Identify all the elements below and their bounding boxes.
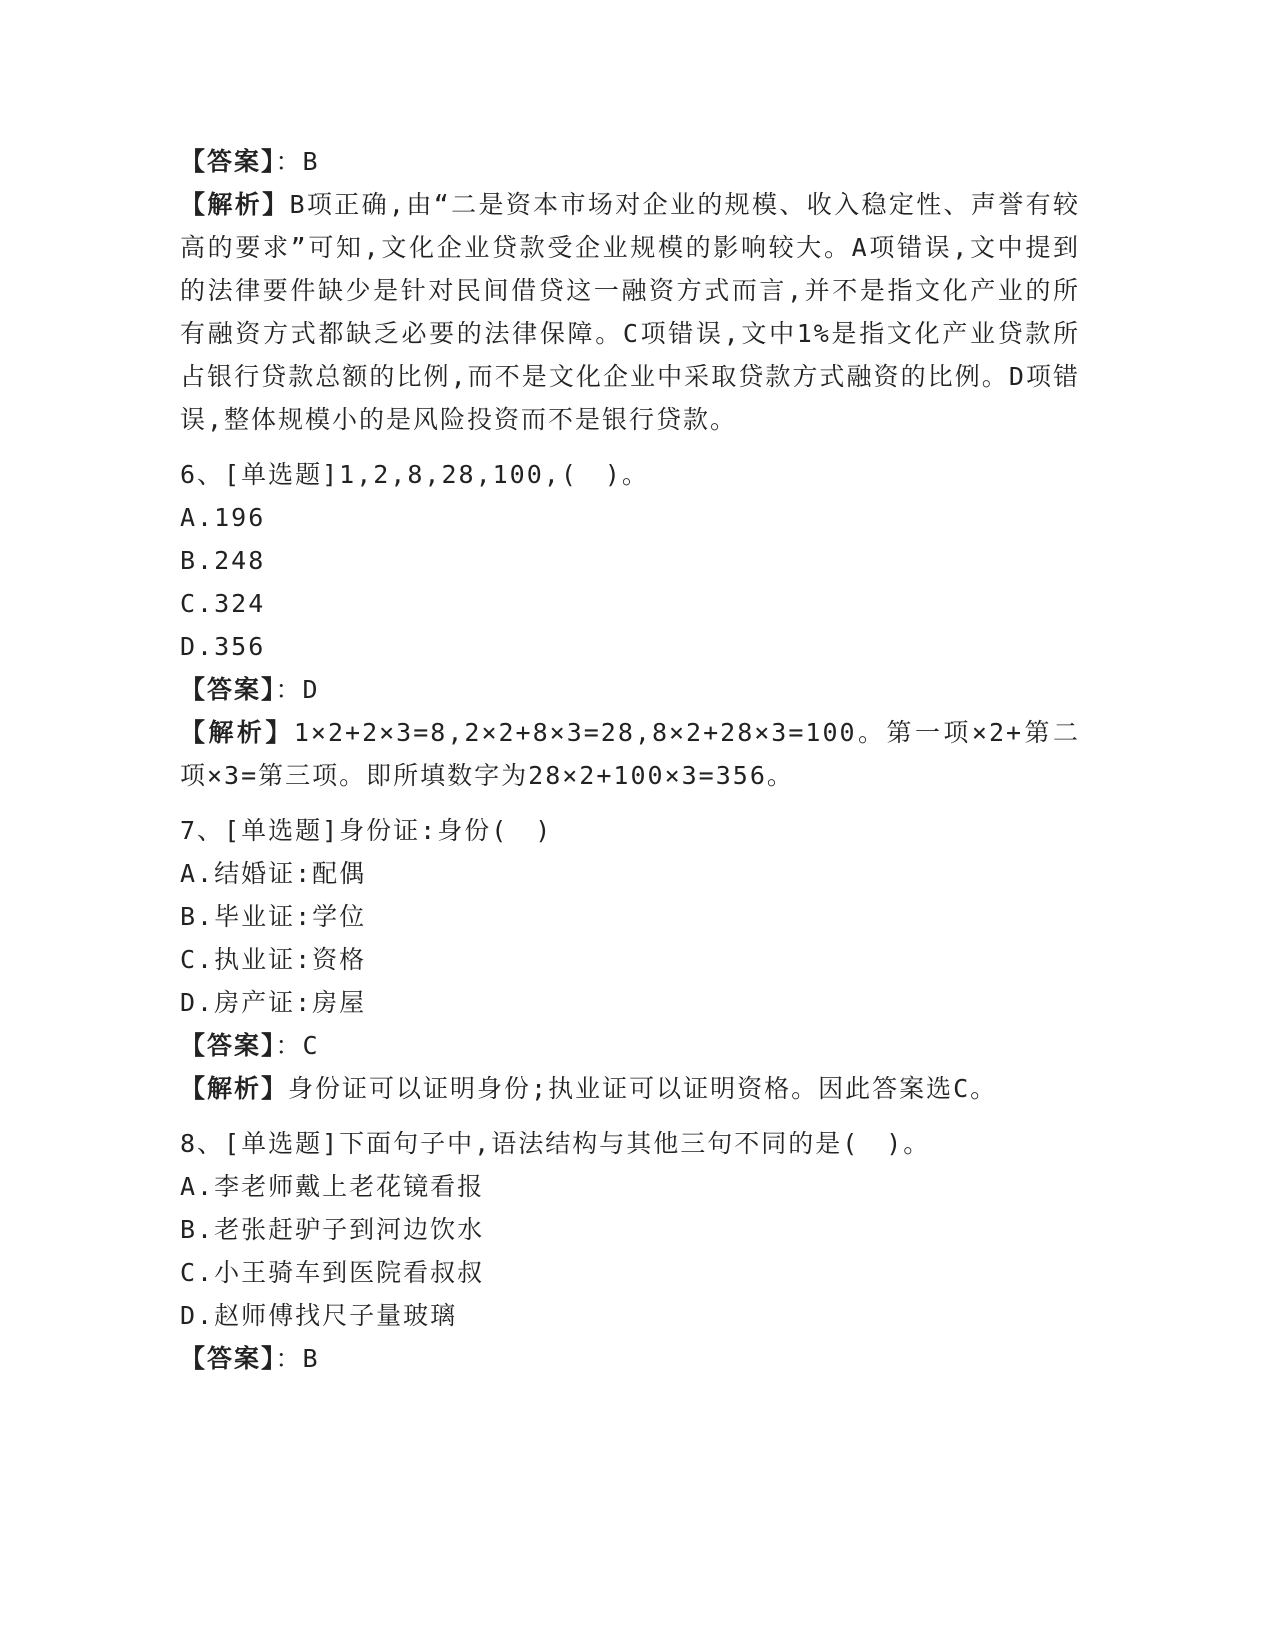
option-b: B.毕业证:学位 xyxy=(180,902,367,931)
question-stem: 7、[单选题]身份证:身份( ) xyxy=(180,816,553,845)
option-c: C.324 xyxy=(180,589,266,618)
answer-value: ：C xyxy=(275,1031,320,1060)
option-d: D.356 xyxy=(180,632,266,661)
answer-line xyxy=(180,668,1080,711)
option-b: B.老张赶驴子到河边饮水 xyxy=(180,1215,485,1244)
option-a: A.李老师戴上老花镜看报 xyxy=(180,1172,485,1201)
analysis-text: B项正确,由“二是资本市场对企业的规模、收入稳定性、声誉有较高的要求”可知,文化企业贷款受企业规模的影响较大。A项错误,文中提到的法律要件缺少是针对民间借贷这一融资方式而言,并不是指文化产业的所有融资方式都缺乏必要的法律保障。C项错误,文中1%是指文化产业贷款所占银行贷款总额的比例,而不是文化企业中采取贷款方式融资的比例。D项错误,整体规模小的是风险投资而不是银行贷款。 xyxy=(180,190,1080,434)
answer-line xyxy=(180,140,1080,183)
answer-line xyxy=(180,1024,1080,1067)
answer-label: 【答案】 xyxy=(180,147,276,176)
analysis-paragraph xyxy=(180,183,1080,441)
answer-value: ：B xyxy=(275,147,320,176)
option-b: B.248 xyxy=(180,546,266,575)
answer-label: 【答案】 xyxy=(180,1031,276,1060)
analysis-label: 【解析】 xyxy=(180,1074,289,1103)
analysis-paragraph xyxy=(180,711,1080,797)
question-stem: 8、[单选题]下面句子中,语法结构与其他三句不同的是( )。 xyxy=(180,1129,931,1158)
option-c: C.执业证:资格 xyxy=(180,945,367,974)
analysis-text: 1×2+2×3=8,2×2+8×3=28,8×2+28×3=100。第一项×2+第二项×3=第三项。即所填数字为28×2+100×3=356。 xyxy=(180,718,1080,790)
analysis-paragraph xyxy=(180,1067,1080,1110)
analysis-text: 身份证可以证明身份;执业证可以证明资格。因此答案选C。 xyxy=(288,1074,998,1103)
question-stem: 6、[单选题]1,2,8,28,100,( )。 xyxy=(180,460,649,489)
answer-value: ：B xyxy=(275,1344,320,1373)
option-d: D.赵师傅找尺子量玻璃 xyxy=(180,1301,458,1330)
analysis-label: 【解析】 xyxy=(180,190,290,219)
analysis-label: 【解析】 xyxy=(180,718,294,747)
answer-label: 【答案】 xyxy=(180,1344,276,1373)
answer-line xyxy=(180,1337,1080,1380)
document-page xyxy=(180,140,1080,1380)
option-a: A.196 xyxy=(180,503,266,532)
answer-label: 【答案】 xyxy=(180,675,276,704)
answer-value: ：D xyxy=(275,675,320,704)
option-d: D.房产证:房屋 xyxy=(180,988,367,1017)
option-c: C.小王骑车到医院看叔叔 xyxy=(180,1258,485,1287)
option-a: A.结婚证:配偶 xyxy=(180,859,367,888)
